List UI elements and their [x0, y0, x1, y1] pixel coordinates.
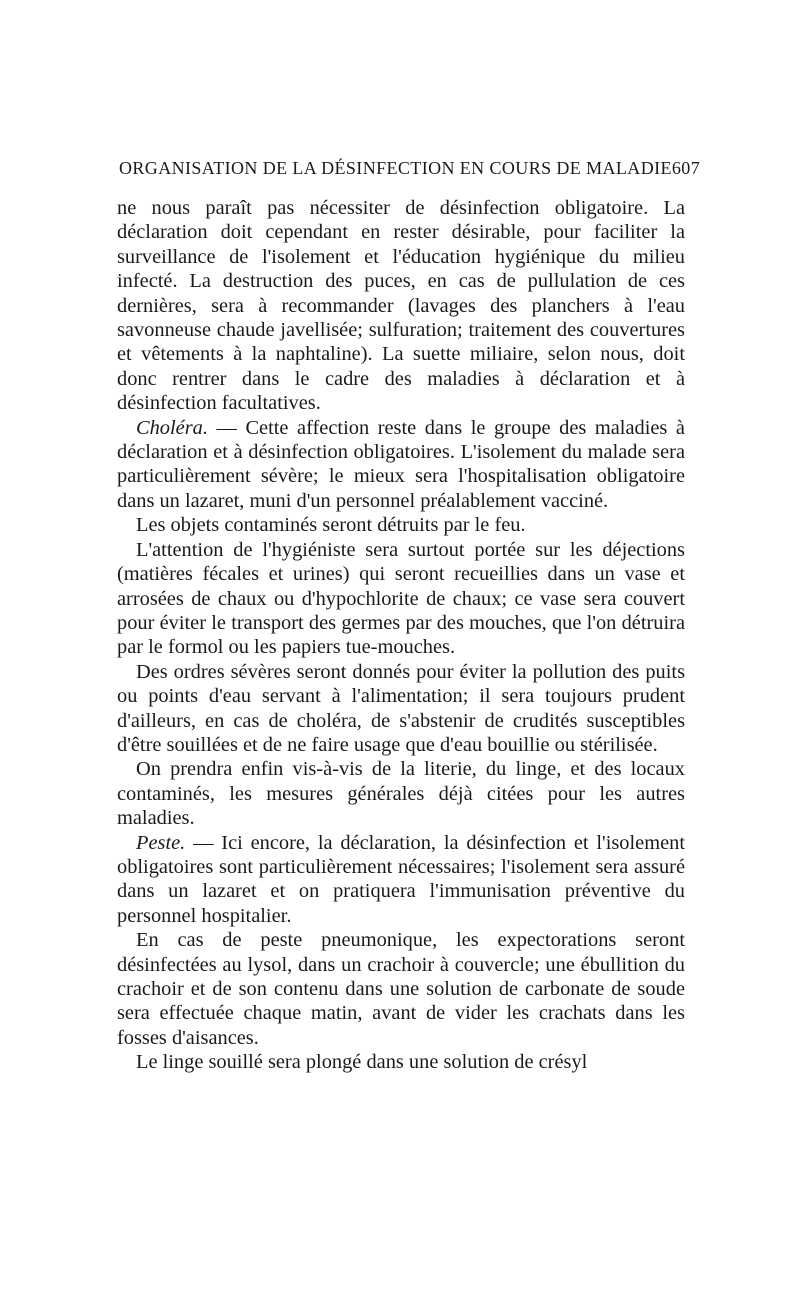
paragraph: [117, 513, 685, 537]
paragraph: [117, 196, 685, 416]
page-number: 607: [671, 158, 701, 178]
paragraph-text: Des ordres sévères seront donnés pour éviter la pollution des puits ou points d'eau servant à l'alimentation; il sera toujours prudent d'ailleurs, en cas de choléra, de s'abstenir de crudités susceptibles d'être souillées et de ne faire usage que d'eau bouillie ou stérilisée.: [117, 660, 685, 756]
paragraph-cholera: [117, 416, 685, 514]
paragraph-peste: [117, 831, 685, 929]
paragraph-text: Les objets contaminés seront détruits par le feu.: [136, 514, 526, 537]
paragraph-text: — Cette affection reste dans le groupe des maladies à déclaration et à désinfection obligatoires. L'isolement du malade sera particulièrement sévère; le mieux sera l'hospitalisation obligatoire dans un lazaret, muni d'un personnel préalablement vacciné.: [117, 416, 685, 512]
chapter-title: ORGANISATION DE LA DÉSINFECTION EN COURS DE MALADIE: [119, 158, 672, 178]
paragraph: [117, 1050, 685, 1074]
paragraph-text: L'attention de l'hygiéniste sera surtout portée sur les déjections (matières fécales et urines) qui seront recueillies dans un vase et arrosées de chaux ou d'hypochlorite de chaux; ce vase sera couvert pour éviter le transport des germes par des mouches, que l'on détruira par le formol ou les papiers tue-mouches.: [117, 538, 685, 659]
running-head: [119, 158, 701, 179]
paragraph: [117, 928, 685, 1050]
paragraph-text: On prendra enfin vis-à-vis de la literie, du linge, et des locaux contaminés, les mesures générales déjà citées pour les autres maladies.: [117, 758, 685, 830]
paragraph-text: — Ici encore, la déclaration, la désinfection et l'isolement obligatoires sont particulièrement nécessaires; l'isolement sera assuré dans un lazaret et on pratiquera l'immunisation préventive du personnel hospitalier.: [117, 831, 685, 927]
paragraph-text: ne nous paraît pas nécessiter de désinfection obligatoire. La déclaration doit cependant en rester désirable, pour faciliter la surveillance de l'isolement et l'éducation hygiénique du milieu infecté. La destruction des puces, en cas de pullulation de ces dernières, sera à recommander (lavages des planchers à l'eau savonneuse chaude javellisée; sulfuration; traitement des couvertures et vêtements à la naphtaline). La suette miliaire, selon nous, doit donc rentrer dans le cadre des maladies à déclaration et à désinfection facultatives.: [117, 197, 685, 415]
paragraph: [117, 660, 685, 758]
section-lead-cholera: Choléra.: [136, 416, 208, 439]
paragraph-text: En cas de peste pneumonique, les expectorations seront désinfectées au lysol, dans un crachoir à couvercle; une ébullition du crachoir et de son contenu dans une solution de carbonate de soude sera effectuée chaque matin, avant de vider les crachats dans les fosses d'aisances.: [117, 929, 685, 1049]
section-lead-peste: Peste.: [136, 831, 186, 854]
paragraph-text: Le linge souillé sera plongé dans une solution de crésyl: [136, 1051, 588, 1074]
paragraph: [117, 757, 685, 830]
paragraph: [117, 538, 685, 660]
body-text: [117, 196, 685, 1075]
